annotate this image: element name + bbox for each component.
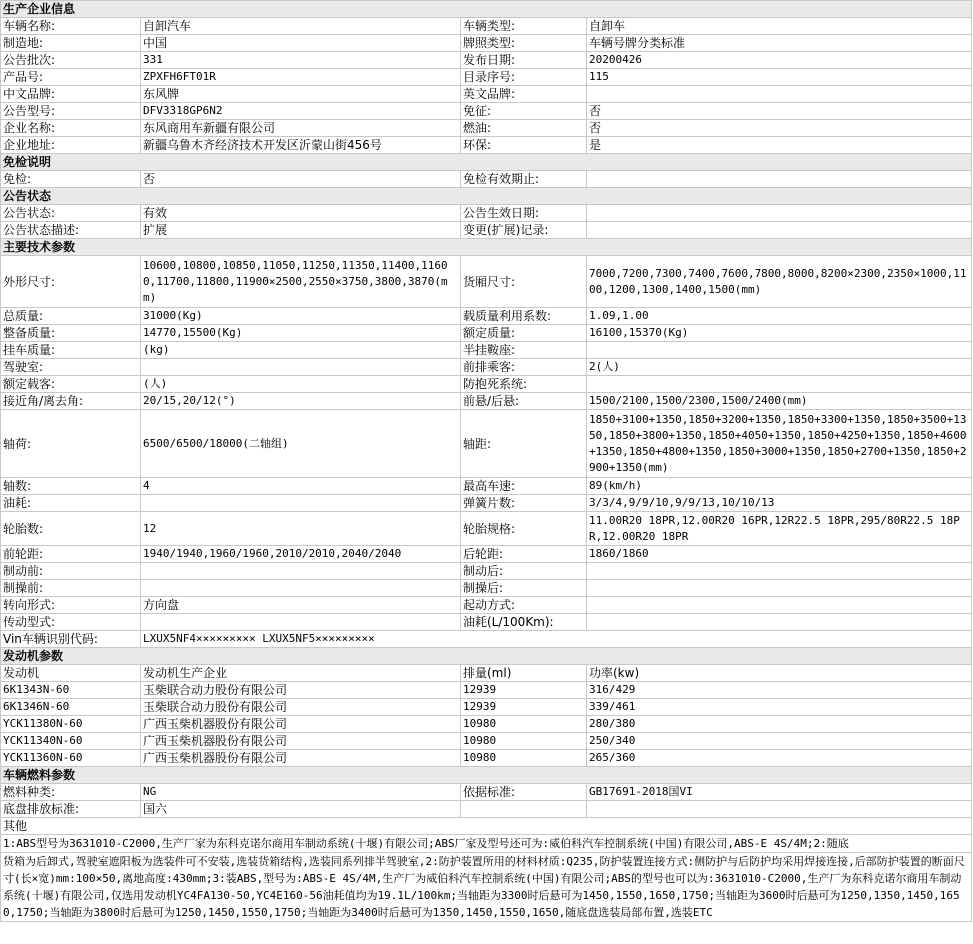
field-label: 整备质量: <box>1 325 141 342</box>
column-header: 排量(ml) <box>461 665 587 682</box>
field-value: (kg) <box>141 342 461 359</box>
field-value <box>587 597 972 614</box>
field-label: 半挂鞍座: <box>461 342 587 359</box>
engine-power: 280/380 <box>587 716 972 733</box>
field-value: 6500/6500/18000(二轴组) <box>141 410 461 478</box>
field-value: 否 <box>587 120 972 137</box>
field-value: 否 <box>587 103 972 120</box>
field-label: 燃料种类: <box>1 784 141 801</box>
section-title: 免检说明 <box>1 154 972 171</box>
field-label: 免检: <box>1 171 141 188</box>
field-label: 起动方式: <box>461 597 587 614</box>
engine-row <box>1 733 972 750</box>
field-value: 16100,15370(Kg) <box>587 325 972 342</box>
field-value: 中国 <box>141 35 461 52</box>
field-value: 1.09,1.00 <box>587 308 972 325</box>
field-label: 额定质量: <box>461 325 587 342</box>
field-label: 挂车质量: <box>1 342 141 359</box>
field-label: 防抱死系统: <box>461 376 587 393</box>
field-value: 否 <box>141 171 461 188</box>
field-value: 自卸车 <box>587 18 972 35</box>
section-title: 其他 <box>1 818 972 835</box>
field-value: 是 <box>587 137 972 154</box>
info-row <box>1 376 972 393</box>
field-value: 20/15,20/12(°) <box>141 393 461 410</box>
column-header: 发动机生产企业 <box>141 665 461 682</box>
field-value <box>141 495 461 512</box>
field-value: 1860/1860 <box>587 546 972 563</box>
section-header <box>1 188 972 205</box>
note-text: 货箱为后卸式,驾驶室遮阳板为选装件可不安装,选装货箱结构,选装同系列排半驾驶室,2:防护装置所用的材料材质:Q235,防护装置连接方式:侧防护与后防护均采用焊接连接,后部防护装置的断面尺寸(长×宽)mm:100×50,离地高度:430mm;3:装ABS,型号为:ABS-E 4S/4M,生产厂为威伯科汽车控制系统(中国)有限公司;ABS的型号也可以为:3631010-C2000,生产厂为东科克诺尔商用车制动系统(十堰)有限公司,仅选用发动机YC4FA130-50,YC4E160-56油耗值均为19.1L/100km;当轴距为3300时后悬可为1450,1550,1650,1750;当轴距为3600时后悬可为1250,1350,1450,1650,1750;当轴距为3800时后悬可为1250,1450,1550,1750;当轴距为3400时后悬可为1350,1450,1550,1650,随底盘选装局部布置,选装ETC <box>1 853 972 922</box>
info-row <box>1 393 972 410</box>
info-row <box>1 325 972 342</box>
info-row <box>1 784 972 801</box>
engine-model: YCK11360N-60 <box>1 750 141 767</box>
field-value: 89(km/h) <box>587 478 972 495</box>
field-label: 制动后: <box>461 563 587 580</box>
section-header <box>1 648 972 665</box>
field-value <box>587 171 972 188</box>
field-label: 免征: <box>461 103 587 120</box>
column-header: 功率(kw) <box>587 665 972 682</box>
field-value <box>587 580 972 597</box>
field-label: 车辆类型: <box>461 18 587 35</box>
field-value: 1940/1940,1960/1960,2010/2010,2040/2040 <box>141 546 461 563</box>
field-value: 12 <box>141 512 461 546</box>
field-label: 免检有效期止: <box>461 171 587 188</box>
field-label: 转向形式: <box>1 597 141 614</box>
field-value <box>587 205 972 222</box>
field-label: 轴距: <box>461 410 587 478</box>
field-value: 方向盘 <box>141 597 461 614</box>
field-value: 10600,10800,10850,11050,11250,11350,11400,11600,11700,11800,11900×2500,2550×3750,3800,3870(mm) <box>141 256 461 308</box>
engine-displacement: 10980 <box>461 733 587 750</box>
info-row <box>1 35 972 52</box>
field-value: 扩展 <box>141 222 461 239</box>
field-value: 3/3/4,9/9/10,9/9/13,10/10/13 <box>587 495 972 512</box>
field-label: 前轮距: <box>1 546 141 563</box>
field-label: 传动型式: <box>1 614 141 631</box>
field-value <box>587 563 972 580</box>
engine-model: 6K1346N-60 <box>1 699 141 716</box>
field-value: 有效 <box>141 205 461 222</box>
engine-model: YCK11380N-60 <box>1 716 141 733</box>
field-value <box>587 801 972 818</box>
field-label: 企业名称: <box>1 120 141 137</box>
field-label: 货厢尺寸: <box>461 256 587 308</box>
field-value <box>587 614 972 631</box>
field-value: 20200426 <box>587 52 972 69</box>
field-label: 制造地: <box>1 35 141 52</box>
info-row <box>1 171 972 188</box>
field-label: 公告批次: <box>1 52 141 69</box>
field-value: (人) <box>141 376 461 393</box>
engine-power: 265/360 <box>587 750 972 767</box>
field-value <box>141 563 461 580</box>
field-value <box>587 376 972 393</box>
info-row <box>1 495 972 512</box>
field-label: 接近角/离去角: <box>1 393 141 410</box>
field-label: 产品号: <box>1 69 141 86</box>
info-row <box>1 342 972 359</box>
field-label: 英文品牌: <box>461 86 587 103</box>
note-row <box>1 853 972 922</box>
field-value: 14770,15500(Kg) <box>141 325 461 342</box>
info-row <box>1 120 972 137</box>
field-label: 轮胎规格: <box>461 512 587 546</box>
field-value: 东风牌 <box>141 86 461 103</box>
field-label: 弹簧片数: <box>461 495 587 512</box>
field-label: 驾驶室: <box>1 359 141 376</box>
info-row <box>1 205 972 222</box>
field-label: 油耗: <box>1 495 141 512</box>
info-row <box>1 580 972 597</box>
section-header <box>1 239 972 256</box>
field-label: 轮胎数: <box>1 512 141 546</box>
engine-row <box>1 682 972 699</box>
field-value <box>587 86 972 103</box>
section-title: 生产企业信息 <box>1 1 972 18</box>
section-header <box>1 767 972 784</box>
field-value <box>141 614 461 631</box>
field-label: 企业地址: <box>1 137 141 154</box>
info-row <box>1 478 972 495</box>
field-value <box>587 222 972 239</box>
info-row <box>1 69 972 86</box>
engine-maker: 广西玉柴机器股份有限公司 <box>141 733 461 750</box>
field-label: 变更(扩展)记录: <box>461 222 587 239</box>
info-row <box>1 410 972 478</box>
field-label: 目录序号: <box>461 69 587 86</box>
field-label: 额定载客: <box>1 376 141 393</box>
field-value: 1850+3100+1350,1850+3200+1350,1850+3300+1350,1850+3500+1350,1850+3800+1350,1850+4050+1350,1850+4250+1350,1850+4600+1350,1850+4800+1350,1850+3000+1350,1850+2700+1350,1850+2900+1350(mm) <box>587 410 972 478</box>
engine-power: 316/429 <box>587 682 972 699</box>
info-row <box>1 86 972 103</box>
field-value: DFV3318GP6N2 <box>141 103 461 120</box>
info-row <box>1 103 972 120</box>
field-label: 制操后: <box>461 580 587 597</box>
field-label: 制操前: <box>1 580 141 597</box>
field-label: 最高车速: <box>461 478 587 495</box>
field-value: 7000,7200,7300,7400,7600,7800,8000,8200×2300,2350×1000,1100,1200,1300,1400,1500(mm) <box>587 256 972 308</box>
engine-maker: 广西玉柴机器股份有限公司 <box>141 716 461 733</box>
field-label: 牌照类型: <box>461 35 587 52</box>
field-value: 车辆号牌分类标准 <box>587 35 972 52</box>
section-title: 主要技术参数 <box>1 239 972 256</box>
field-value: GB17691-2018国VI <box>587 784 972 801</box>
info-row <box>1 512 972 546</box>
engine-row <box>1 750 972 767</box>
section-title: 发动机参数 <box>1 648 972 665</box>
field-label: 底盘排放标准: <box>1 801 141 818</box>
info-row <box>1 52 972 69</box>
field-label: 总质量: <box>1 308 141 325</box>
field-value: 31000(Kg) <box>141 308 461 325</box>
engine-maker: 广西玉柴机器股份有限公司 <box>141 750 461 767</box>
field-value <box>141 580 461 597</box>
column-header: 发动机 <box>1 665 141 682</box>
info-row <box>1 614 972 631</box>
engine-power: 339/461 <box>587 699 972 716</box>
field-value: NG <box>141 784 461 801</box>
info-row <box>1 18 972 35</box>
field-value: 国六 <box>141 801 461 818</box>
info-row <box>1 137 972 154</box>
field-value: 东风商用车新疆有限公司 <box>141 120 461 137</box>
info-row <box>1 222 972 239</box>
info-row <box>1 546 972 563</box>
info-row <box>1 256 972 308</box>
field-label: 前悬/后悬: <box>461 393 587 410</box>
engine-row <box>1 716 972 733</box>
field-label: 公告生效日期: <box>461 205 587 222</box>
note-row <box>1 835 972 853</box>
field-label: 中文品牌: <box>1 86 141 103</box>
field-label: 轴数: <box>1 478 141 495</box>
field-label: 车辆名称: <box>1 18 141 35</box>
section-header <box>1 1 972 18</box>
field-value: 自卸汽车 <box>141 18 461 35</box>
info-row <box>1 597 972 614</box>
info-row <box>1 359 972 376</box>
field-label: 公告状态: <box>1 205 141 222</box>
field-value: ZPXFH6FT01R <box>141 69 461 86</box>
engine-maker: 玉柴联合动力股份有限公司 <box>141 682 461 699</box>
engine-displacement: 12939 <box>461 682 587 699</box>
engine-row <box>1 699 972 716</box>
field-label: 载质量利用系数: <box>461 308 587 325</box>
field-value: 11.00R20 18PR,12.00R20 16PR,12R22.5 18PR,295/80R22.5 18PR,12.00R20 18PR <box>587 512 972 546</box>
field-label: 发布日期: <box>461 52 587 69</box>
engine-maker: 玉柴联合动力股份有限公司 <box>141 699 461 716</box>
section-title: 公告状态 <box>1 188 972 205</box>
field-label: 环保: <box>461 137 587 154</box>
info-row <box>1 308 972 325</box>
field-value: 115 <box>587 69 972 86</box>
info-row <box>1 631 972 648</box>
section-title: 车辆燃料参数 <box>1 767 972 784</box>
engine-model: YCK11340N-60 <box>1 733 141 750</box>
engine-displacement: 10980 <box>461 716 587 733</box>
field-value: 2(人) <box>587 359 972 376</box>
section-header <box>1 154 972 171</box>
field-value: 1500/2100,1500/2300,1500/2400(mm) <box>587 393 972 410</box>
field-value <box>141 359 461 376</box>
field-value: 331 <box>141 52 461 69</box>
field-label: 燃油: <box>461 120 587 137</box>
field-label: 前排乘客: <box>461 359 587 376</box>
field-label <box>461 801 587 818</box>
engine-displacement: 10980 <box>461 750 587 767</box>
section-header <box>1 818 972 835</box>
field-value: 新疆乌鲁木齐经济技术开发区沂蒙山街456号 <box>141 137 461 154</box>
engine-header-row <box>1 665 972 682</box>
info-row <box>1 563 972 580</box>
field-label: 依据标准: <box>461 784 587 801</box>
field-label: 公告状态描述: <box>1 222 141 239</box>
field-label: 油耗(L/100Km): <box>461 614 587 631</box>
field-label: 外形尺寸: <box>1 256 141 308</box>
engine-displacement: 12939 <box>461 699 587 716</box>
field-value: 4 <box>141 478 461 495</box>
field-value: LXUX5NF4××××××××× LXUX5NF5××××××××× <box>141 631 972 648</box>
field-label: 公告型号: <box>1 103 141 120</box>
field-label: 轴荷: <box>1 410 141 478</box>
field-value <box>587 342 972 359</box>
engine-model: 6K1343N-60 <box>1 682 141 699</box>
note-text: 1:ABS型号为3631010-C2000,生产厂家为东科克诺尔商用车制动系统(十堰)有限公司;ABS厂家及型号还可为:威伯科汽车控制系统(中国)有限公司,ABS-E 4S/4M;2:随底 <box>1 835 972 853</box>
field-label: 后轮距: <box>461 546 587 563</box>
field-label: Vin车辆识别代码: <box>1 631 141 648</box>
info-row <box>1 801 972 818</box>
field-label: 制动前: <box>1 563 141 580</box>
engine-power: 250/340 <box>587 733 972 750</box>
